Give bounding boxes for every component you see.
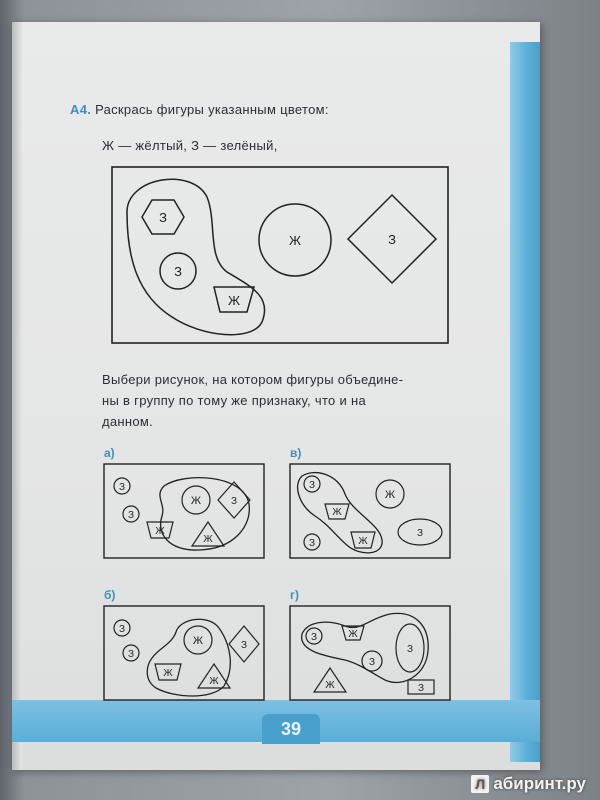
option-a-figure[interactable] — [104, 464, 266, 560]
rectangle-label: З — [417, 683, 425, 694]
diamond-label: З — [240, 640, 248, 651]
task-header — [70, 102, 329, 117]
main-frame — [112, 167, 448, 343]
workbook-page — [12, 22, 540, 770]
circle-label: З — [308, 480, 316, 491]
big-circle-label: Ж — [190, 495, 202, 507]
color-legend: Ж — жёлтый, З — зелёный, — [102, 138, 278, 153]
labirint-watermark — [471, 774, 586, 794]
option-frame — [290, 606, 450, 700]
ellipse-label: З — [406, 644, 414, 655]
option-g-label[interactable]: г) — [290, 588, 299, 602]
trapezoid-label: Ж — [155, 526, 165, 537]
small-circle-label: З — [174, 264, 182, 279]
circle-label: З — [118, 482, 126, 493]
page-binding-edge — [12, 22, 22, 770]
trapezoid-label: Ж — [163, 668, 173, 679]
big-circle-label: Ж — [192, 635, 204, 647]
circle-label: З — [118, 624, 126, 635]
option-v-label[interactable]: в) — [290, 446, 302, 460]
ellipse-label: З — [416, 528, 424, 539]
main-figure — [112, 167, 462, 347]
question-line-1: Выбери рисунок, на котором фигуры объедине- — [102, 372, 404, 387]
big-circle-label: Ж — [288, 233, 302, 248]
diamond-label: З — [230, 496, 238, 507]
diamond-label: З — [388, 232, 396, 247]
circle-label: З — [308, 538, 316, 549]
trapezoid-label: Ж — [348, 629, 358, 640]
question-line-2: ны в группу по тому же признаку, что и на — [102, 393, 366, 408]
triangle-label: Ж — [209, 676, 219, 687]
option-b-figure[interactable] — [104, 606, 266, 702]
big-circle-label: Ж — [384, 489, 396, 501]
trapezoid-label: Ж — [358, 536, 368, 547]
triangle-label: Ж — [203, 534, 213, 545]
task-number: А4. — [70, 102, 92, 117]
circle-label: З — [127, 649, 135, 660]
watermark-text: абиринт.ру — [493, 774, 586, 793]
hexagon-label: З — [159, 210, 167, 225]
option-a-label[interactable]: а) — [104, 446, 115, 460]
circle-label: З — [368, 657, 376, 668]
trapezoid-label: Ж — [227, 293, 241, 308]
circle-label: З — [127, 510, 135, 521]
labirint-logo-icon: Л — [471, 775, 489, 793]
option-v-figure[interactable] — [290, 464, 452, 560]
page-number: 39 — [262, 714, 320, 744]
triangle-label: Ж — [325, 680, 335, 691]
option-b-label[interactable]: б) — [104, 588, 116, 602]
option-g-figure[interactable] — [290, 606, 452, 702]
task-instruction: Раскрась фигуры указанным цветом: — [95, 102, 329, 117]
circle-label: З — [310, 632, 318, 643]
trapezoid-label: Ж — [332, 507, 342, 518]
question-line-3: данном. — [102, 414, 154, 429]
side-decoration-band — [510, 42, 540, 762]
